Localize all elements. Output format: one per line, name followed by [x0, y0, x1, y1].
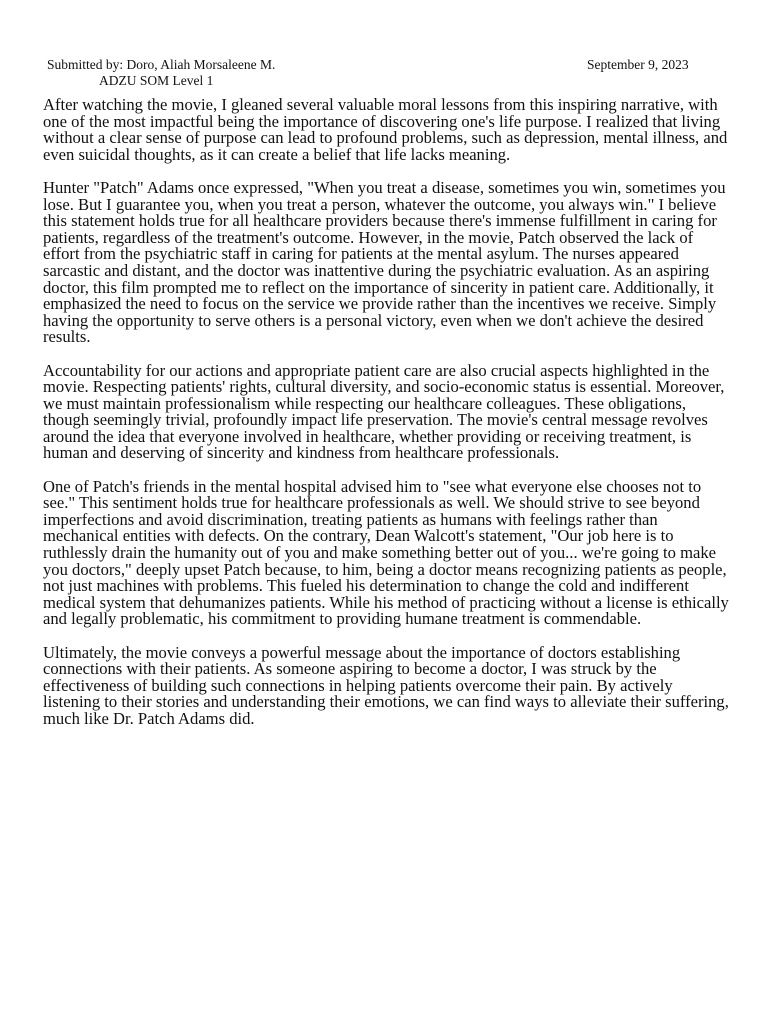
- affiliation: ADZU SOM Level 1: [99, 73, 214, 88]
- submitted-by: Submitted by: Doro, Aliah Morsaleene M.: [47, 57, 276, 72]
- paragraph-3: Accountability for our actions and appropriate patient care are also crucial aspects highlighted in the movie. Respecting patients' rights, cultural diversity, and socio-economic status is essential. Moreover, we must maintain professionalism while respecting our healthcare colleagues. These obligations, though seemingly trivial, profoundly impact life preservation. The movie's central message revolves around the idea that everyone involved in healthcare, whether providing or receiving treatment, is human and deserving of sincerity and kindness from healthcare professionals.: [43, 360, 725, 463]
- paragraph-4: One of Patch's friends in the mental hospital advised him to "see what everyone else chooses not to see." This sentiment holds true for healthcare professionals as well. We should strive to see beyond imperfections and avoid discrimination, treating patients as humans with feelings rather than mechanical entities with defects. On the contrary, Dean Walcott's statement, "Our job here is to ruthlessly drain the humanity out of you and make something better out of you... we're going to make you doctors," deeply upset Patch because, to him, being a doctor means recognizing patients as people, not just machines with problems. This fueled his determination to change the cold and indifferent medical system that dehumanizes patients. While his method of practicing without a license is ethically and legally problematic, his commitment to providing humane treatment is commendable.: [43, 476, 729, 629]
- essay-body: [43, 97, 733, 744]
- submission-date: September 9, 2023: [587, 57, 689, 72]
- paragraph-5: Ultimately, the movie conveys a powerful message about the importance of doctors establishing connections with their patients. As someone aspiring to become a doctor, I was struck by the effectiveness of building such connections in helping patients overcome their pain. By actively listening to their stories and understanding their emotions, we can find ways to alleviate their suffering, much like Dr. Patch Adams did.: [43, 642, 729, 728]
- paragraph-2: Hunter "Patch" Adams once expressed, "When you treat a disease, sometimes you win, sometimes you lose. But I guarantee you, when you treat a person, whatever the outcome, you always win." I believe this statement holds true for all healthcare providers because there's immense fulfillment in caring for patients, regardless of the treatment's outcome. However, in the movie, Patch observed the lack of effort from the psychiatric staff in caring for patients at the mental asylum. The nurses appeared sarcastic and distant, and the doctor was inattentive during the psychiatric evaluation. As an aspiring doctor, this film prompted me to reflect on the importance of sincerity in patient care. Additionally, it emphasized the need to focus on the service we provide rather than the incentives we receive. Simply having the opportunity to serve others is a personal victory, even when we don't achieve the desired results.: [43, 177, 726, 347]
- paragraph-1: After watching the movie, I gleaned several valuable moral lessons from this inspiring narrative, with one of the most impactful being the importance of discovering one's life purpose. I realized that living without a clear sense of purpose can lead to profound problems, such as depression, mental illness, and even suicidal thoughts, as it can create a belief that life lacks meaning.: [43, 95, 728, 164]
- author-block: [47, 57, 275, 89]
